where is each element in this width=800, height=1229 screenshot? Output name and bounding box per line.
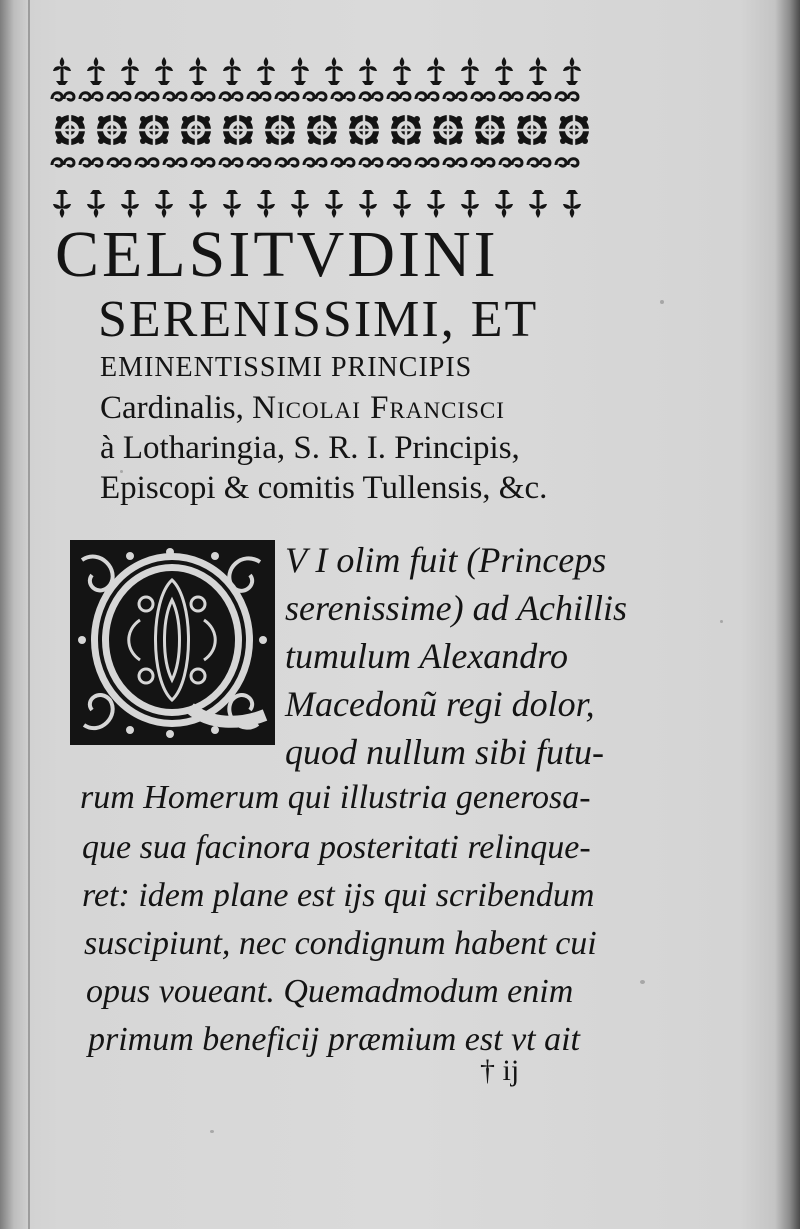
body-line-7: que sua facinora posteritati relinque- xyxy=(82,829,591,866)
body-line-9: suscipiunt, nec condignum habent cui xyxy=(84,925,597,962)
paper-speck xyxy=(210,1130,214,1133)
paper-speck xyxy=(660,300,664,304)
heading-line-6: Episcopi & comitis Tullensis, &c. xyxy=(100,470,548,506)
signature-mark: † ij xyxy=(480,1054,520,1087)
dropcap-q-icon xyxy=(70,540,275,745)
body-line-4: Macedonũ regi dolor, xyxy=(285,684,595,724)
paper-speck xyxy=(640,980,645,984)
body-line-6: rum Homerum qui illustria generosa- xyxy=(80,779,591,816)
ornament-band-icon xyxy=(50,55,600,220)
body-line-3: tumulum Alexandro xyxy=(285,636,568,676)
body-line-5: quod nullum sibi futu- xyxy=(285,732,605,772)
body-line-8: ret: idem plane est ijs qui scribendum xyxy=(82,877,595,914)
body-line-11: primum beneficij præmium est vt ait xyxy=(88,1021,581,1058)
body-line-2: serenissime) ad Achillis xyxy=(285,588,627,628)
body-line-10: opus voueant. Quemadmodum enim xyxy=(86,973,574,1010)
heading-line-5: à Lotharingia, S. R. I. Principis, xyxy=(100,430,520,466)
page-gutter xyxy=(28,0,30,1229)
heading-line-3: EMINENTISSIMI PRINCIPIS xyxy=(100,352,473,383)
heading-line-2: SERENISSIMI, ET xyxy=(98,291,539,348)
body-line-1: V I olim fuit (Princeps xyxy=(285,540,607,580)
heading-line-1: CELSITVDINI xyxy=(55,218,499,291)
dedication-heading xyxy=(55,218,625,508)
heading-line-4 xyxy=(100,388,625,428)
heading-line-4b: Nicolai Francisci xyxy=(252,390,505,426)
paper-speck xyxy=(720,620,723,623)
heading-line-4a: Cardinalis, xyxy=(100,390,253,426)
